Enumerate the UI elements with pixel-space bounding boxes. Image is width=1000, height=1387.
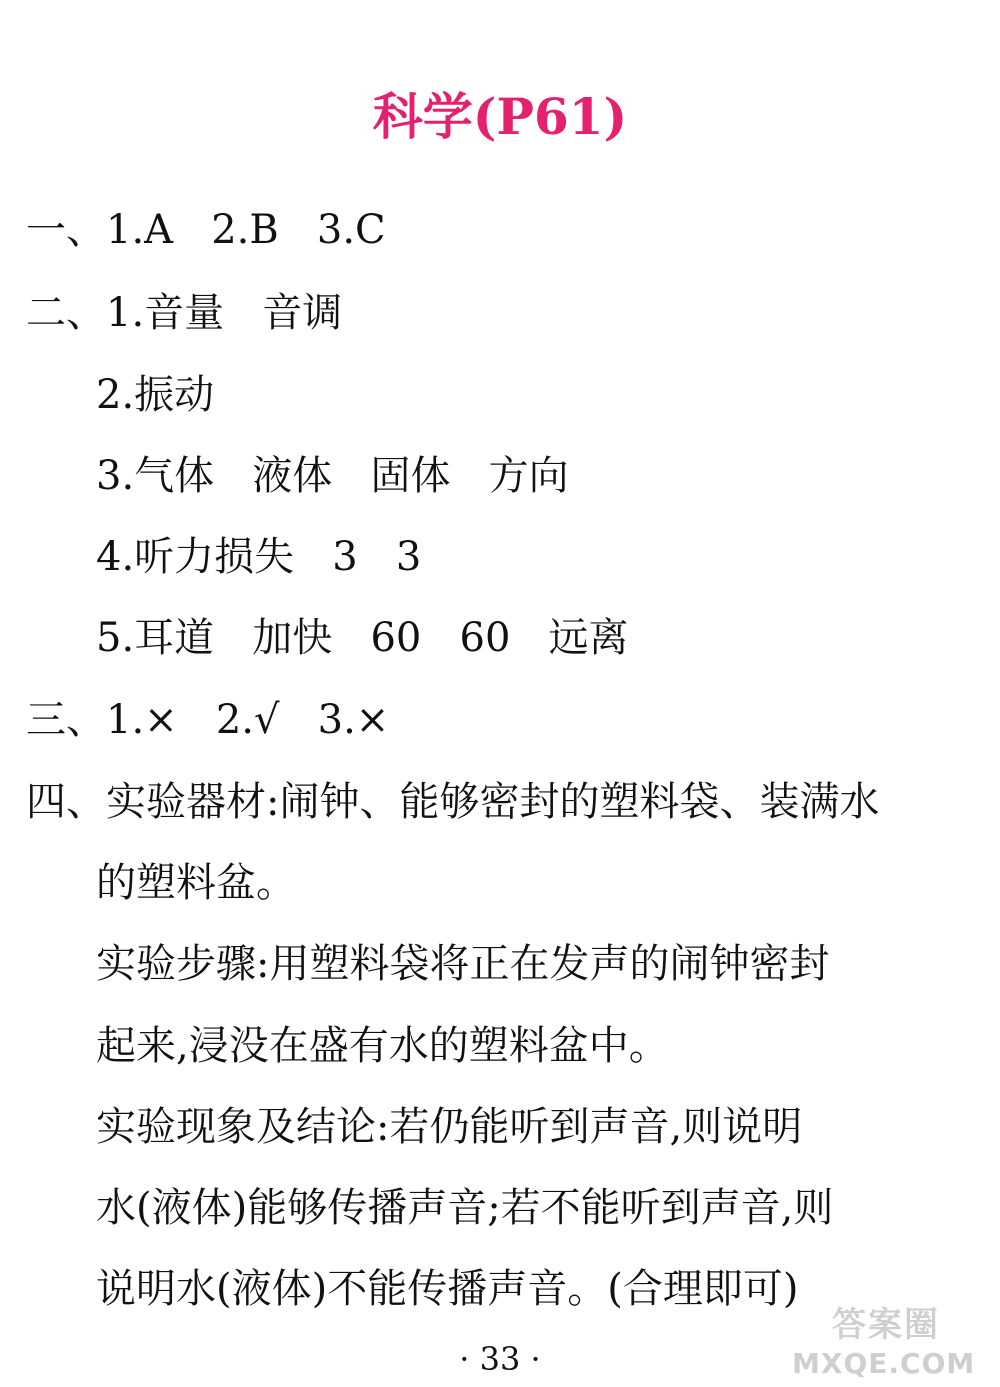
page-title: 科学(P61) [372,87,628,146]
answer-line-section-4-steps-cont: 起来,浸没在盛有水的塑料盆中。 [96,1023,669,1069]
answer-line-section-2-q5: 5.耳道 加快 60 60 远离 [96,615,629,661]
watermark [792,1295,997,1385]
watermark-logo-text: 答案圈 [832,1305,940,1345]
answer-line-section-4-conclusion-cont: 水(液体)能够传播声音;若不能听到声音,则 [96,1185,834,1231]
answer-line-section-4-materials: 四、实验器材:闹钟、能够密封的塑料袋、装满水 [26,779,880,825]
answer-line-section-4-steps: 实验步骤:用塑料袋将正在发声的闹钟密封 [96,941,830,987]
answer-line-section-4-conclusion-end: 说明水(液体)不能传播声音。(合理即可) [96,1266,799,1312]
answer-line-section-2-q1: 二、1.音量 音调 [26,290,343,336]
page-number: · 33 · [459,1340,541,1378]
answer-line-section-4-conclusion: 实验现象及结论:若仍能听到声音,则说明 [96,1104,803,1150]
answer-line-section-2-q3: 3.气体 液体 固体 方向 [96,453,569,499]
answer-line-section-2-q2: 2.振动 [96,372,215,418]
answer-line-section-1: 一、1.A 2.B 3.C [26,207,386,253]
answer-line-section-2-q4: 4.听力损失 3 3 [96,534,422,580]
answer-line-section-4-materials-cont: 的塑料盆。 [96,860,296,906]
watermark-url: MXQE.COM [792,1347,976,1380]
answer-line-section-3: 三、1.× 2.√ 3.× [26,697,390,743]
